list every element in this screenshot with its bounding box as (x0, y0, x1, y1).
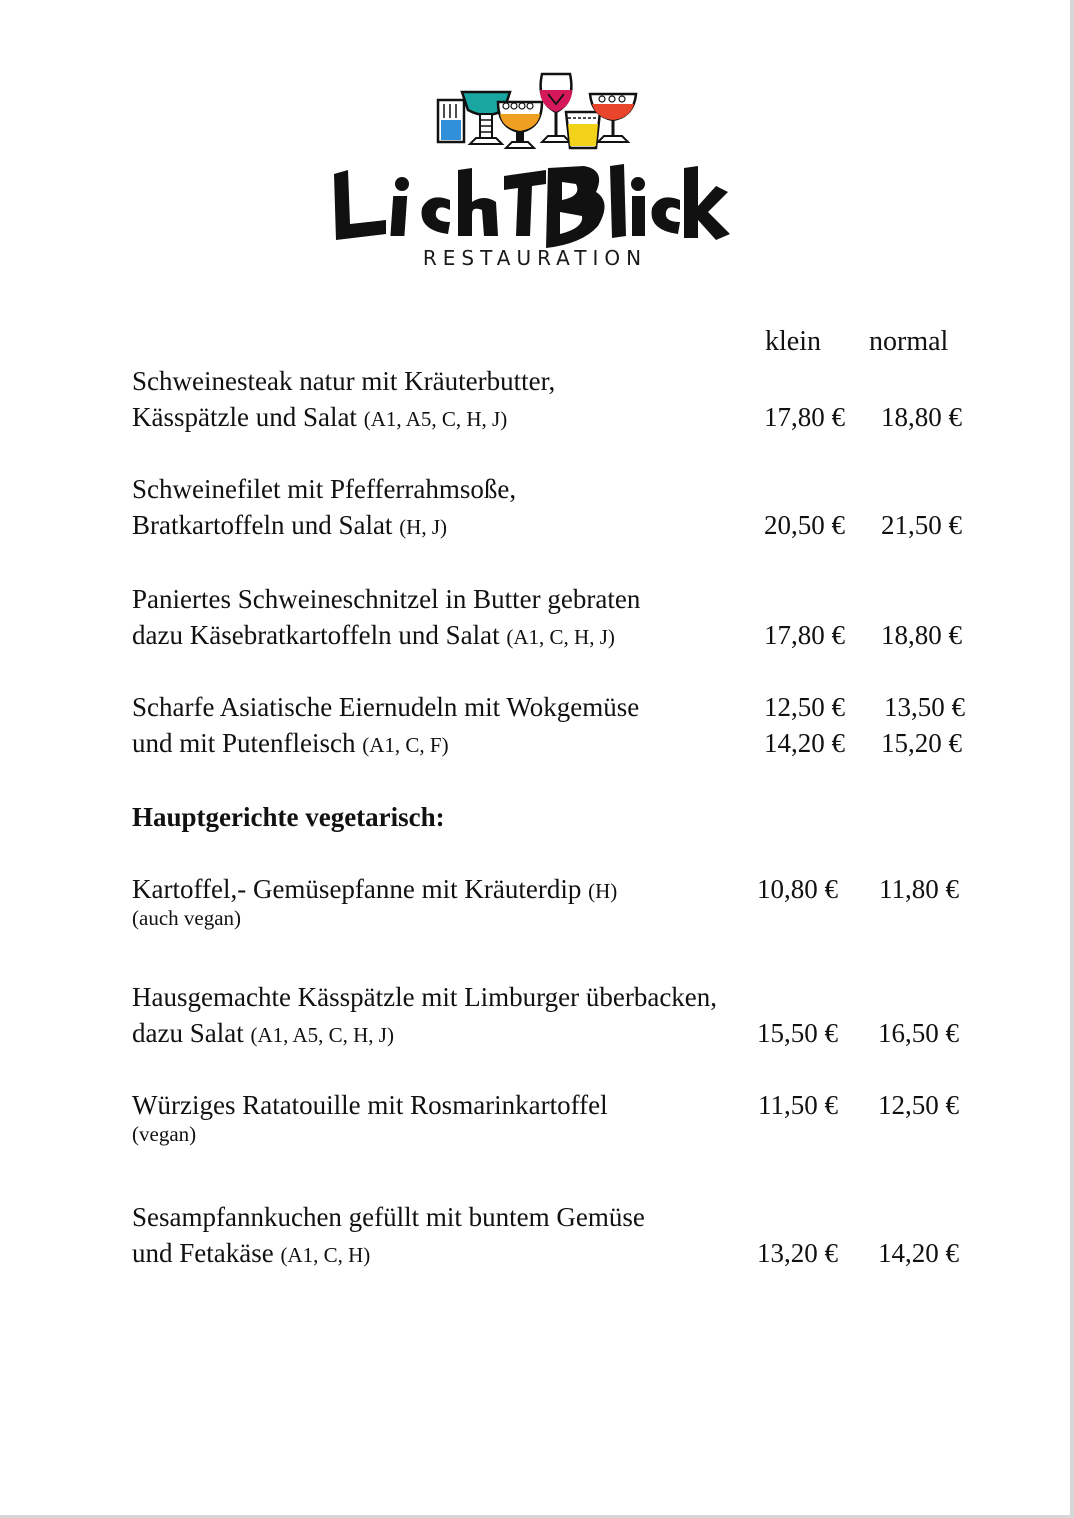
menu-item-4-line2: und mit Putenfleisch (A1, C, F) (132, 728, 449, 758)
restaurant-logo (320, 68, 750, 278)
price-normal: 11,80 € (879, 874, 959, 904)
menu-item-3-line2: dazu Käsebratkartoffeln und Salat (A1, C, H, J) (132, 620, 615, 650)
page-edge (1070, 0, 1074, 1518)
logo-wordmark (320, 156, 734, 250)
logo-subtitle: RESTAURATION (422, 246, 648, 270)
allergen-codes: (H, J) (399, 515, 448, 539)
menu-item-2-line2: Bratkartoffeln und Salat (H, J) (132, 510, 448, 540)
menu-item-1-line2: Kässpätzle und Salat (A1, A5, C, H, J) (132, 402, 508, 432)
veg-item-3-line1: Würziges Ratatouille mit Rosmarinkartoffel (132, 1090, 608, 1120)
price-klein: 10,80 € (757, 874, 838, 904)
allergen-codes: (A1, C, H) (280, 1243, 371, 1267)
price-klein: 13,20 € (757, 1238, 838, 1268)
price-normal: 15,20 € (881, 728, 962, 758)
column-header-klein: klein (765, 326, 821, 357)
price-normal: 13,50 € (884, 692, 965, 722)
price-normal: 18,80 € (881, 620, 962, 650)
menu-item-1-line1: Schweinesteak natur mit Kräuterbutter, (132, 366, 556, 396)
price-klein: 17,80 € (764, 620, 845, 650)
section-heading-vegetarian: Hauptgerichte vegetarisch: (132, 802, 445, 832)
veg-item-2-line2: dazu Salat (A1, A5, C, H, J) (132, 1018, 394, 1048)
veg-item-4-line1: Sesampfannkuchen gefüllt mit buntem Gemüse (132, 1202, 645, 1232)
price-klein: 14,20 € (764, 728, 845, 758)
menu-item-2-line1: Schweinefilet mit Pfefferrahmsoße, (132, 474, 517, 504)
veg-item-3-note: (vegan) (132, 1122, 197, 1146)
yellow-tumbler-icon (566, 112, 600, 148)
price-klein: 20,50 € (764, 510, 845, 540)
price-klein: 17,80 € (764, 402, 845, 432)
price-normal: 14,20 € (878, 1238, 959, 1268)
allergen-codes: (A1, A5, C, H, J) (250, 1023, 394, 1047)
column-header-normal: normal (869, 326, 949, 357)
price-normal: 18,80 € (881, 402, 962, 432)
menu-item-3-line1: Paniertes Schweineschnitzel in Butter gebraten (132, 584, 641, 614)
veg-item-1-line1: Kartoffel,- Gemüsepfanne mit Kräuterdip (H) (132, 874, 618, 904)
allergen-codes: (H) (588, 879, 618, 903)
price-normal: 12,50 € (878, 1090, 959, 1120)
price-klein: 11,50 € (758, 1090, 838, 1120)
veg-item-4-line2: und Fetakäse (A1, C, H) (132, 1238, 371, 1268)
menu-item-4-line1: Scharfe Asiatische Eiernudeln mit Wokgemüse (132, 692, 640, 722)
tumbler-glass-icon (438, 100, 464, 142)
price-normal: 21,50 € (881, 510, 962, 540)
allergen-codes: (A1, A5, C, H, J) (363, 407, 508, 431)
price-klein: 12,50 € (764, 692, 845, 722)
allergen-codes: (A1, C, H, J) (506, 625, 615, 649)
orange-bowl-glass-icon (498, 102, 542, 148)
veg-item-1-note: (auch vegan) (132, 906, 242, 930)
veg-item-2-line1: Hausgemachte Kässpätzle mit Limburger überbacken, (132, 982, 718, 1012)
price-klein: 15,50 € (757, 1018, 838, 1048)
price-normal: 16,50 € (878, 1018, 959, 1048)
allergen-codes: (A1, C, F) (362, 733, 449, 757)
